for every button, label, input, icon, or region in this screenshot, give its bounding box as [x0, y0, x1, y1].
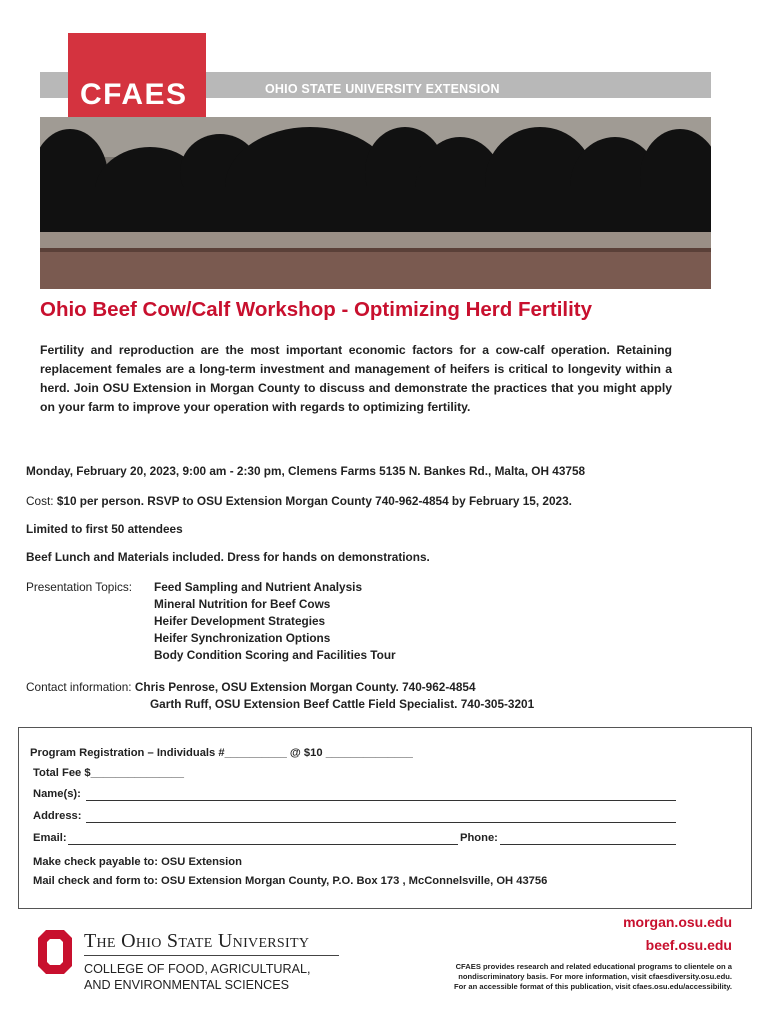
address-input-line[interactable]	[86, 822, 676, 823]
university-name: The Ohio State University	[84, 930, 310, 952]
contact-info	[26, 680, 476, 694]
attendee-limit: Limited to first 50 attendees	[26, 522, 183, 536]
intro-paragraph: Fertility and reproduction are the most important economic factors for a cow-calf operation. Retaining replacement females are a long-term investment and management of heifers is critical to longevity within a herd. Join OSU Extension in Morgan County to discuss and demonstrate the practices that you might apply on your farm to improve your operation with regards to optimizing fertility.	[40, 343, 672, 414]
topic-item: Heifer Synchronization Options	[154, 631, 331, 645]
cattle-photo-illustration	[40, 117, 711, 289]
morgan-site-link[interactable]: morgan.osu.edu	[623, 914, 732, 930]
nondiscrimination-statement: CFAES provides research and related educational programs to clientele on a nondiscriminatory basis. For more information, visit cfaesdiversity.osu.edu. For an accessible format of this publication, visit cfaes.osu.edu/accessibility.	[454, 962, 732, 991]
banner-text: OHIO STATE UNIVERSITY EXTENSION	[265, 82, 500, 96]
program-registration-line[interactable]: Program Registration – Individuals #__________ @ $10 ______________	[30, 747, 413, 759]
topic-item: Mineral Nutrition for Beef Cows	[154, 597, 331, 611]
cfaes-logo-text: CFAES	[80, 78, 188, 111]
cost-label: Cost:	[26, 494, 54, 508]
check-payable: Make check payable to: OSU Extension	[33, 856, 242, 868]
cattle-photo	[40, 117, 711, 289]
college-name	[84, 961, 311, 993]
cost-value: $10 per person. RSVP to OSU Extension Morgan County 740-962-4854 by February 15, 2023.	[56, 494, 572, 508]
names-label: Name(s):	[33, 788, 81, 800]
phone-label: Phone:	[460, 832, 498, 844]
event-date-location: Monday, February 20, 2023, 9:00 am - 2:30 pm, Clemens Farms 5135 N. Bankes Rd., Malta, OH 43758	[26, 464, 586, 478]
event-title: Ohio Beef Cow/Calf Workshop - Optimizing Herd Fertility	[40, 298, 593, 321]
topics-label: Presentation Topics:	[26, 580, 133, 594]
event-cost	[26, 494, 572, 508]
address-label: Address:	[33, 810, 82, 822]
phone-input-line[interactable]	[500, 844, 676, 845]
email-input-line[interactable]	[68, 844, 458, 845]
topic-item: Heifer Development Strategies	[154, 614, 326, 628]
college-line-2: AND ENVIRONMENTAL SCIENCES	[84, 978, 290, 992]
total-fee-line[interactable]: Total Fee $_______________	[33, 767, 184, 779]
lunch-note: Beef Lunch and Materials included. Dress for hands on demonstrations.	[26, 550, 430, 564]
names-input-line[interactable]	[86, 800, 676, 801]
beef-site-link[interactable]: beef.osu.edu	[645, 937, 732, 953]
contact-line-1: Chris Penrose, OSU Extension Morgan County. 740-962-4854	[134, 680, 476, 694]
contact-label: Contact information:	[26, 680, 132, 694]
college-line-1: COLLEGE OF FOOD, AGRICULTURAL,	[84, 962, 311, 976]
footer-divider	[84, 955, 339, 956]
email-label: Email:	[33, 832, 67, 844]
osu-block-o-icon	[38, 930, 72, 979]
contact-line-2: Garth Ruff, OSU Extension Beef Cattle Field Specialist. 740-305-3201	[150, 697, 535, 711]
mail-instructions: Mail check and form to: OSU Extension Morgan County, P.O. Box 173 , McConnelsville, OH 43756	[33, 875, 548, 887]
topic-item: Feed Sampling and Nutrient Analysis	[154, 580, 363, 594]
topic-item: Body Condition Scoring and Facilities Tour	[154, 648, 396, 662]
